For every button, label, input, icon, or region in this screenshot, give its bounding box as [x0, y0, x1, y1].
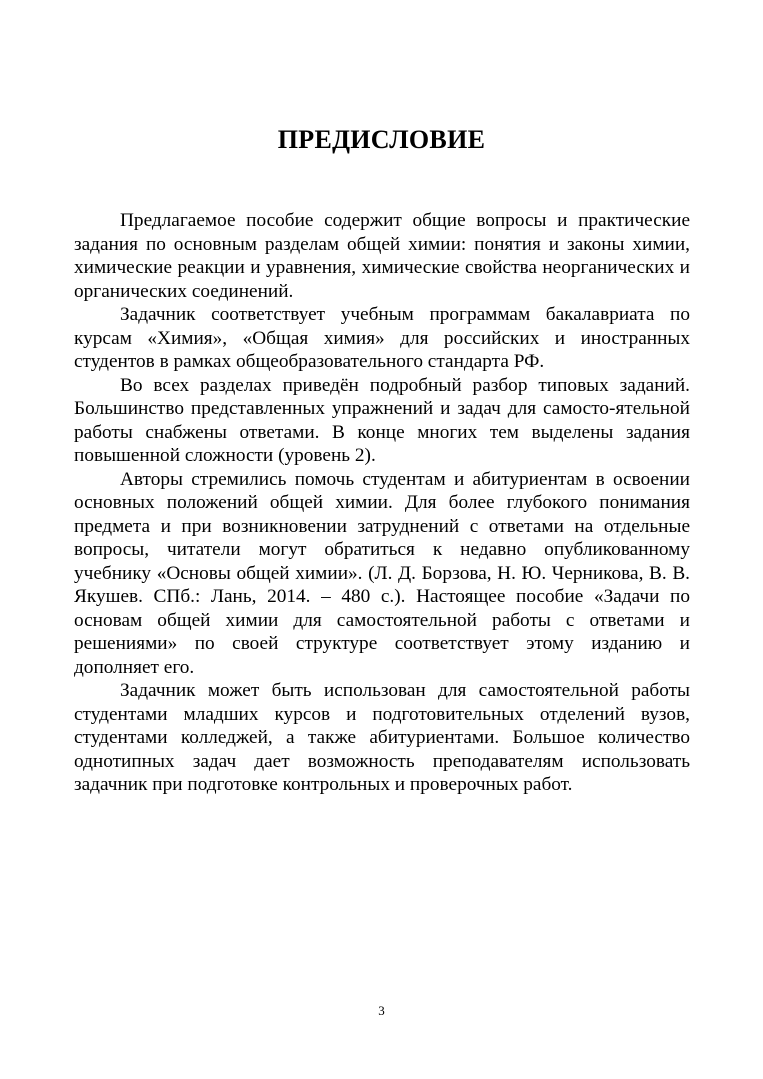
page-title: ПРЕДИСЛОВИЕ — [277, 125, 486, 154]
page-number: 3 — [378, 1003, 385, 1018]
paragraph-3: Во всех разделах приведён подробный разбор типовых заданий. Большинство представленных упражнений и задач для самосто-ятельной работы снабжены ответами. В конце многих тем выделены задания повышенной сложности (уровень 2). — [74, 374, 690, 466]
paragraph-1: Предлагаемое пособие содержит общие вопросы и практические задания по основным разделам общей химии: понятия и законы химии, химические реакции и уравнения, химические свойства неорганических и органических соединений. — [74, 210, 690, 302]
paragraph-5: Задачник может быть использован для самостоятельной работы студентами младших курсов и подготовительных отделений вузов, студентами колледжей, а также абитуриентами. Большое количество однотипных задач дает возможность преподавателям использовать задачник при подготовке контрольных и проверочных работ. — [74, 680, 690, 795]
paragraph-4: Авторы стремились помочь студентам и абитуриентам в освоении основных положений общей химии. Для более глубокого понимания предмета и при возникновении затруднений с ответами на отдельные вопросы, читатели могут обратиться к недавно опубликованному учебнику «Основы общей химии». (Л. Д. Борзова, Н. Ю. Черникова, В. В. Якушев. СПб.: Лань, 2014. – 480 с.). Настоящее пособие «Задачи по основам общей химии для самостоятельной работы с ответами и решениями» по своей структуре соответствует этому изданию и дополняет его. — [74, 468, 690, 678]
paragraph-2: Задачник соответствует учебным программам бакалавриата по курсам «Химия», «Общая химия» для российских и иностранных студентов в рамках общеобразовательного стандарта РФ. — [74, 304, 690, 372]
preface-body — [74, 209, 690, 797]
